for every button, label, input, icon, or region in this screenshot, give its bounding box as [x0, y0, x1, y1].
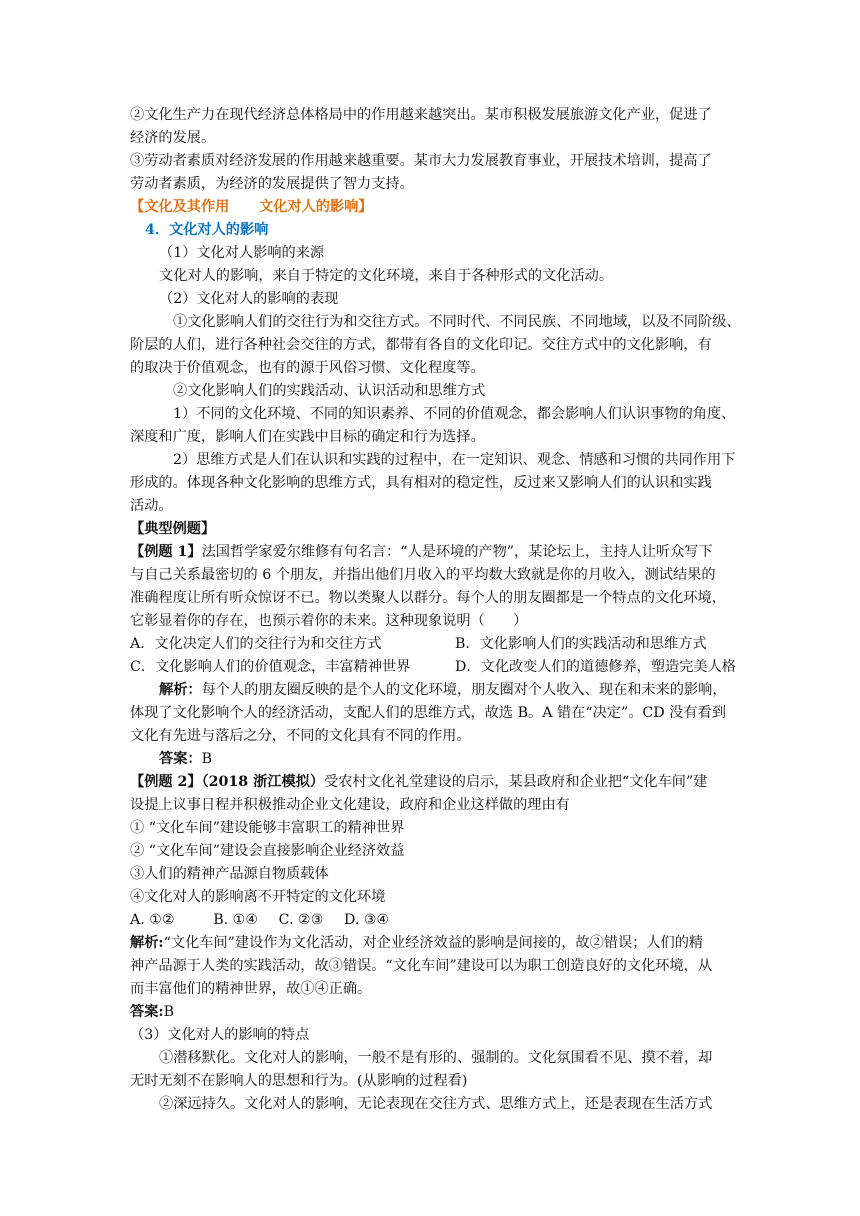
- para-line: 无时无刻不在影响人的思想和行为。(从影响的过程看): [130, 1073, 468, 1089]
- para-line: 的取决于价值观念，也有的源于风俗习惯、文化程度等。: [130, 360, 485, 376]
- para-line: 劳动者素质，为经济的发展提供了智力支持。: [130, 176, 414, 192]
- section-heading: 4．文化对人的影响: [145, 222, 269, 238]
- para-line: ②深远持久。文化对人的影响，无论表现在交往方式、思维方式上，还是表现在生活方式: [159, 1096, 713, 1112]
- example-1-text: 法国哲学家爱尔维修有句名言：“人是环境的产物”，某论坛上，主持人让听众写下: [201, 544, 713, 560]
- subheading: （1）文化对人影响的来源: [159, 245, 325, 261]
- para-line: 文化对人的影响，来自于特定的文化环境，来自于各种形式的文化活动。: [159, 268, 614, 284]
- answer-line: [130, 748, 755, 771]
- option-c: C. ②③: [278, 912, 324, 928]
- answer-value: B: [163, 1004, 175, 1020]
- para-line: ②文化影响人们的实践活动、认识活动和思维方式: [173, 383, 486, 399]
- typical-examples-heading: 【典型例题】: [130, 521, 216, 537]
- example-1-line: [130, 541, 755, 564]
- analysis-line: [130, 679, 755, 702]
- para-line: 神产品源于人类的实践活动，故③错误。“文化车间”建设可以为职工创造良好的文化环境，从: [130, 958, 713, 974]
- subheading: （2）文化对人的影响的表现: [159, 291, 339, 307]
- para-line: ①潜移默化。文化对人的影响，一般不是有形的、强制的。文化氛围看不见、摸不着，却: [159, 1050, 713, 1066]
- para-line: 准确程度让所有听众惊讶不已。物以类聚人以群分。每个人的朋友圈都是一个特点的文化环境，: [130, 590, 726, 606]
- option-b: B. ①④: [213, 912, 259, 928]
- para-line: ①文化影响人们的交往行为和交往方式。不同时代、不同民族、不同地域，以及不同阶级、: [173, 314, 741, 330]
- para-line: ③劳动者素质对经济发展的作用越来越重要。某市大力发展教育事业，开展技术培训，提高了: [130, 153, 712, 169]
- para-line: 深度和广度，影响人们在实践中目标的确定和行为选择。: [130, 429, 485, 445]
- answer-label: 答案：: [159, 751, 202, 767]
- option-a: A. ①②: [130, 912, 175, 928]
- para-line: 2）思维方式是人们在认识和实践的过程中，在一定知识、观念、情感和习惯的共同作用下: [173, 452, 736, 468]
- para-line: 它彰显着你的存在，也预示着你的未来。这种现象说明（ ）: [130, 613, 528, 629]
- analysis-text: 每个人的朋友圈反映的是个人的文化环境，朋友圈对个人收入、现在和未来的影响，: [201, 682, 727, 698]
- para-line: 阶层的人们，进行各种社会交往的方式，都带有各自的文化印记。交往方式中的文化影响，有: [130, 337, 712, 353]
- option-d: D．文化改变人们的道德修养，塑造完美人格: [455, 659, 736, 675]
- section-tag: 【文化及其作用 文化对人的影响】: [130, 199, 373, 215]
- para-line: 而丰富他们的精神世界，故①④正确。: [130, 981, 372, 997]
- answer-label: 答案:: [130, 1004, 164, 1020]
- option-d: D. ③④: [343, 912, 390, 928]
- document-page: [130, 104, 755, 1116]
- example-2-source: （2018 浙江模拟）: [201, 774, 325, 790]
- para-line: 经济的发展。: [130, 130, 216, 146]
- para-line: 设提上议事日程并积极推动企业文化建设，政府和企业这样做的理由有: [130, 797, 570, 813]
- subheading: （3）文化对人的影响的特点: [130, 1027, 310, 1043]
- options-row: [130, 633, 755, 656]
- answer-line: [130, 1001, 755, 1024]
- option-b: B．文化影响人们的实践活动和思维方式: [455, 636, 707, 652]
- statement-item: ② “文化车间”建设会直接影响企业经济效益: [130, 843, 405, 859]
- example-2-line: [130, 771, 755, 794]
- analysis-label: 解析：: [159, 682, 202, 698]
- para-line: 活动。: [130, 498, 173, 514]
- para-line: 与自己关系最密切的 6 个朋友，并指出他们月收入的平均数大致就是你的月收入，测试结果的: [130, 567, 716, 583]
- analysis-label: 解析:: [130, 935, 164, 951]
- example-2-label: 【例题 2】: [130, 774, 202, 790]
- para-line: ②文化生产力在现代经济总体格局中的作用越来越突出。某市积极发展旅游文化产业，促进了: [130, 107, 712, 123]
- option-a: A．文化决定人们的交往行为和交往方式: [130, 636, 382, 652]
- options-row: [130, 656, 755, 679]
- analysis-line: [130, 932, 755, 955]
- statement-item: ① “文化车间”建设能够丰富职工的精神世界: [130, 820, 405, 836]
- option-c: C．文化影响人们的价值观念，丰富精神世界: [130, 659, 411, 675]
- para-line: 文化有先进与落后之分，不同的文化具有不同的作用。: [130, 728, 471, 744]
- para-line: 体现了文化影响个人的经济活动，支配人们的思维方式，故选 B。A 错在“决定”。CD 没有看到: [130, 705, 726, 721]
- example-2-text: 受农村文化礼堂建设的启示，某县政府和企业把“文化车间”建: [324, 774, 708, 790]
- analysis-text: “文化车间”建设作为文化活动，对企业经济效益的影响是间接的，故②错误；人们的精: [163, 935, 704, 951]
- statement-item: ③人们的精神产品源自物质载体: [130, 866, 329, 882]
- para-line: 1）不同的文化环境、不同的知识素养、不同的价值观念，都会影响人们认识事物的角度、: [173, 406, 736, 422]
- para-line: 形成的。体现各种文化影响的思维方式，具有相对的稳定性，反过来又影响人们的认识和实践: [130, 475, 712, 491]
- answer-value: B: [201, 751, 213, 767]
- options-row: [130, 909, 755, 932]
- statement-item: ④文化对人的影响离不开特定的文化环境: [130, 889, 386, 905]
- example-1-label: 【例题 1】: [130, 544, 202, 560]
